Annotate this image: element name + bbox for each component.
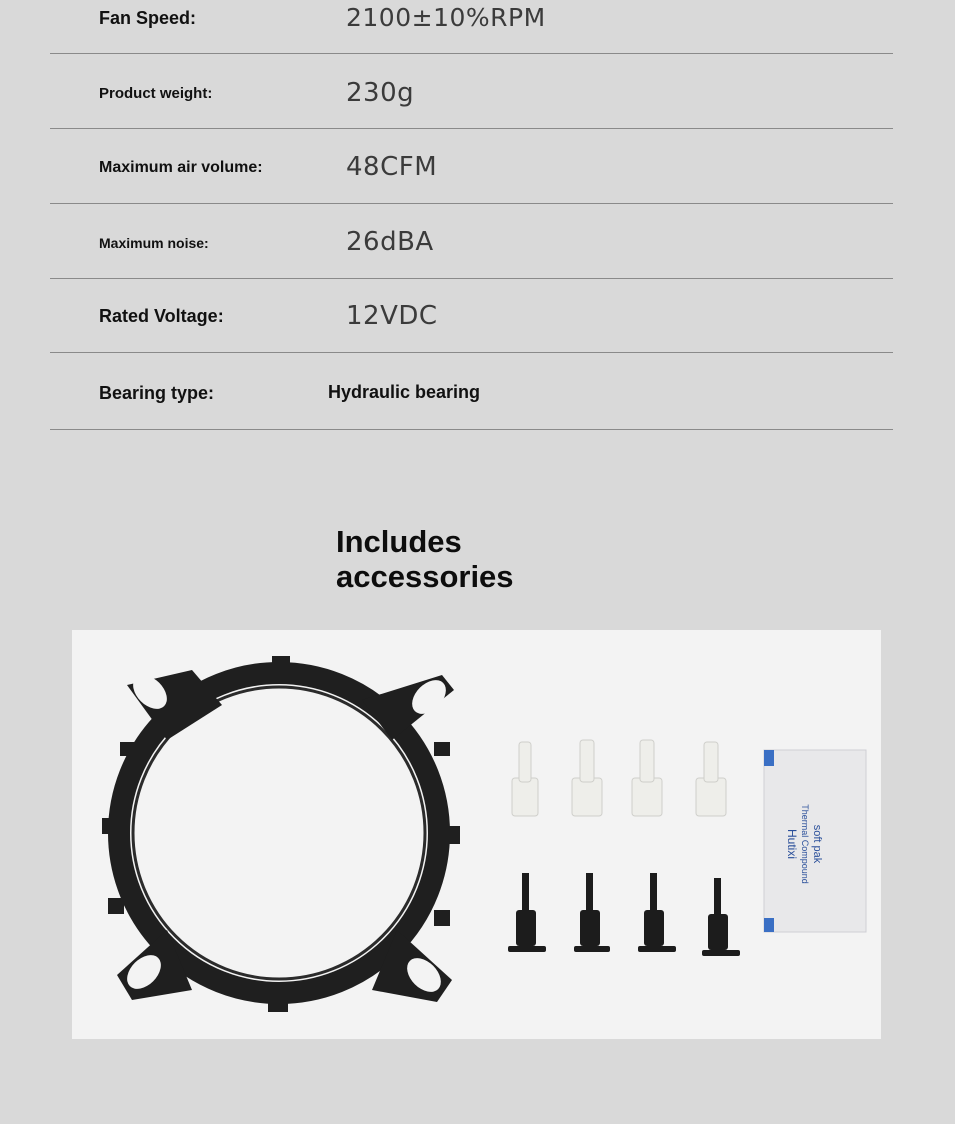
bracket-tab [434, 910, 450, 926]
spec-value: 12VDC [346, 301, 438, 331]
bracket-tab [434, 742, 450, 756]
plastic-pin [632, 740, 662, 816]
accessories-illustration [72, 630, 881, 1039]
black-screw [638, 873, 676, 952]
spec-row-voltage [50, 279, 893, 353]
spec-label: Bearing type: [99, 383, 215, 403]
accessories-photo [72, 630, 881, 1039]
black-screws [508, 873, 740, 956]
accessories-heading [336, 524, 514, 594]
packet-line1: soft pak [811, 824, 823, 864]
thermal-paste-packet [764, 750, 866, 932]
spec-label: Maximum air volume: [99, 159, 263, 176]
spec-row-bearing [50, 353, 893, 430]
bracket-tab [108, 898, 124, 914]
bracket-tab [268, 1002, 288, 1012]
plastic-pin [512, 742, 538, 816]
packet-line2: Thermal Compound [800, 804, 810, 884]
packet-brand: Hutixi [785, 828, 799, 860]
spec-label: Fan Speed: [99, 8, 197, 28]
spec-row-air-volume [50, 129, 893, 204]
plastic-pin [572, 740, 602, 816]
spec-value: 2100±10%RPM [346, 3, 546, 32]
spec-label: Maximum noise: [99, 235, 209, 251]
black-screw [508, 873, 546, 952]
spec-label: Product weight: [99, 85, 213, 102]
spec-row-product-weight [50, 54, 893, 129]
plastic-pin [696, 742, 726, 816]
bracket-tab [120, 742, 136, 756]
accessories-heading-line2: accessories [336, 559, 514, 594]
black-screw [574, 873, 610, 952]
black-screw [702, 878, 740, 956]
mounting-bracket [102, 656, 460, 1012]
plastic-pins [512, 740, 726, 816]
spec-value: 230g [346, 78, 415, 108]
bracket-tab [102, 818, 118, 834]
bracket-tab [442, 826, 460, 844]
spec-row-noise [50, 204, 893, 279]
spec-value: 48CFM [346, 152, 438, 182]
spec-value: 26dBA [346, 227, 434, 257]
accessories-heading-line1: Includes [336, 524, 462, 559]
spec-value: Hydraulic bearing [328, 382, 481, 402]
bracket-tab [272, 656, 290, 666]
spec-row-fan-speed [50, 0, 893, 54]
spec-label: Rated Voltage: [99, 306, 224, 326]
